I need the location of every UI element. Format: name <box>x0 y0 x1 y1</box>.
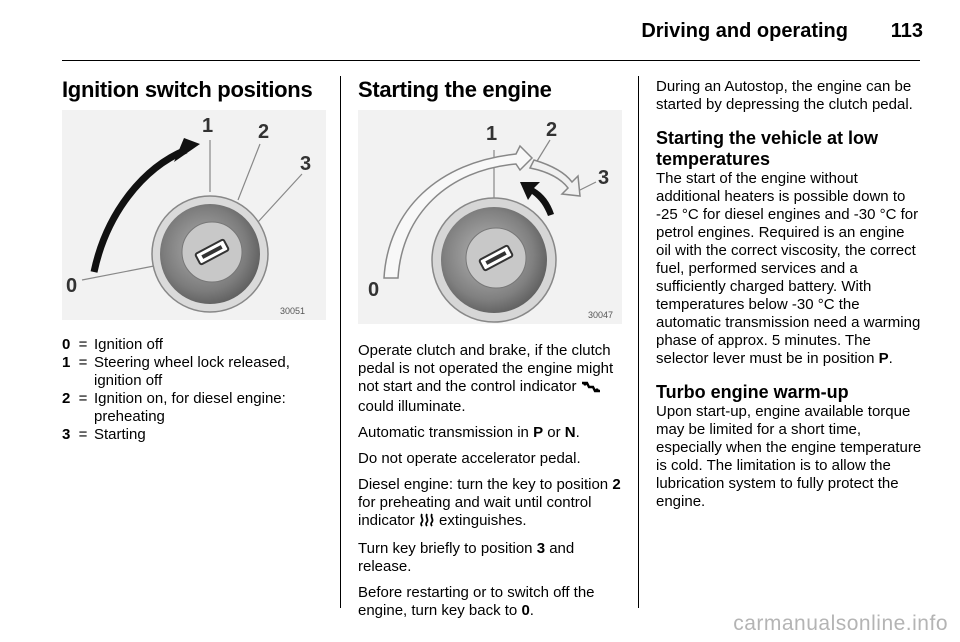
ignition-figure <box>62 110 326 320</box>
column-divider-2 <box>638 76 639 608</box>
control-indicator-icon <box>581 380 601 398</box>
heading-turbo-warmup: Turbo engine warm-up <box>656 382 849 402</box>
paragraph-automatic: Automatic transmission in P or N. <box>358 424 580 441</box>
column-ignition <box>62 76 328 444</box>
watermark: carmanualsonline.info <box>733 612 948 635</box>
legend-item: 3 = Starting <box>62 426 146 443</box>
header-rule <box>62 60 920 61</box>
paragraph-clutch: Operate clutch and brake, if the clutch pedal is not operated the engine might not start and the control indicator could illuminate. <box>358 342 614 415</box>
preheating-icon <box>419 513 435 532</box>
heading-low-temperatures: Starting the vehicle at low temperatures <box>656 128 879 169</box>
paragraph-restart: Before restarting or to switch off the engine, turn key back to 0. <box>358 584 595 619</box>
figure-label-1: 1 <box>486 123 498 145</box>
ignition-legend <box>62 336 328 444</box>
section-heading-ignition: Ignition switch positions <box>62 77 313 102</box>
column-divider-1 <box>340 76 341 608</box>
legend-item: 1 = Steering wheel lock released, ignition off <box>62 354 290 389</box>
figure-label-2: 2 <box>258 121 270 143</box>
ignition-switch-illustration <box>62 110 326 320</box>
paragraph-turbo: Upon start-up, engine available torque may be limited for a short time, especially when the engine temperature is cold. The limitation is to allow the lubrication system to fully protect the engine. <box>656 403 922 510</box>
legend-item: 0 = Ignition off <box>62 336 163 353</box>
section-heading-starting: Starting the engine <box>358 77 552 102</box>
column-starting <box>358 76 624 628</box>
page-number: 113 <box>890 20 923 42</box>
paragraph-diesel: Diesel engine: turn the key to position 2 for preheating and wait until control indicator extinguishes. <box>358 476 624 532</box>
figure-label-3: 3 <box>598 167 610 189</box>
paragraph-low-temperatures: The start of the engine without additional heaters is possible down to -25 °C for diesel engines and -30 °C for petrol engines. Required is an engine oil with the correct viscosity, the correct fuel, performed services and a sufficiently charged battery. With temperatures below -30 °C the automatic transmission need a warming phase of approx. 5 minutes. The selector lever must be in position P. <box>656 170 921 367</box>
header-title: Driving and operating <box>641 20 848 42</box>
starting-illustration <box>358 110 622 324</box>
figure-label-1: 1 <box>202 115 214 137</box>
starting-body <box>358 342 624 620</box>
figure-label-3: 3 <box>300 153 312 175</box>
starting-figure <box>358 110 622 324</box>
legend-item: 2 = Ignition on, for diesel engine: preheating <box>62 390 286 425</box>
paragraph-accelerator: Do not operate accelerator pedal. <box>358 450 581 467</box>
figure-label-0: 0 <box>66 275 78 297</box>
figure-code: 30051 <box>280 306 306 316</box>
figure-code: 30047 <box>588 310 614 320</box>
paragraph-autostop: During an Autostop, the engine can be started by depressing the clutch pedal. <box>656 78 913 113</box>
figure-label-0: 0 <box>368 279 380 301</box>
figure-label-2: 2 <box>546 119 558 141</box>
column-low-temperatures <box>656 78 922 519</box>
paragraph-turn-key: Turn key briefly to position 3 and release. <box>358 540 575 575</box>
